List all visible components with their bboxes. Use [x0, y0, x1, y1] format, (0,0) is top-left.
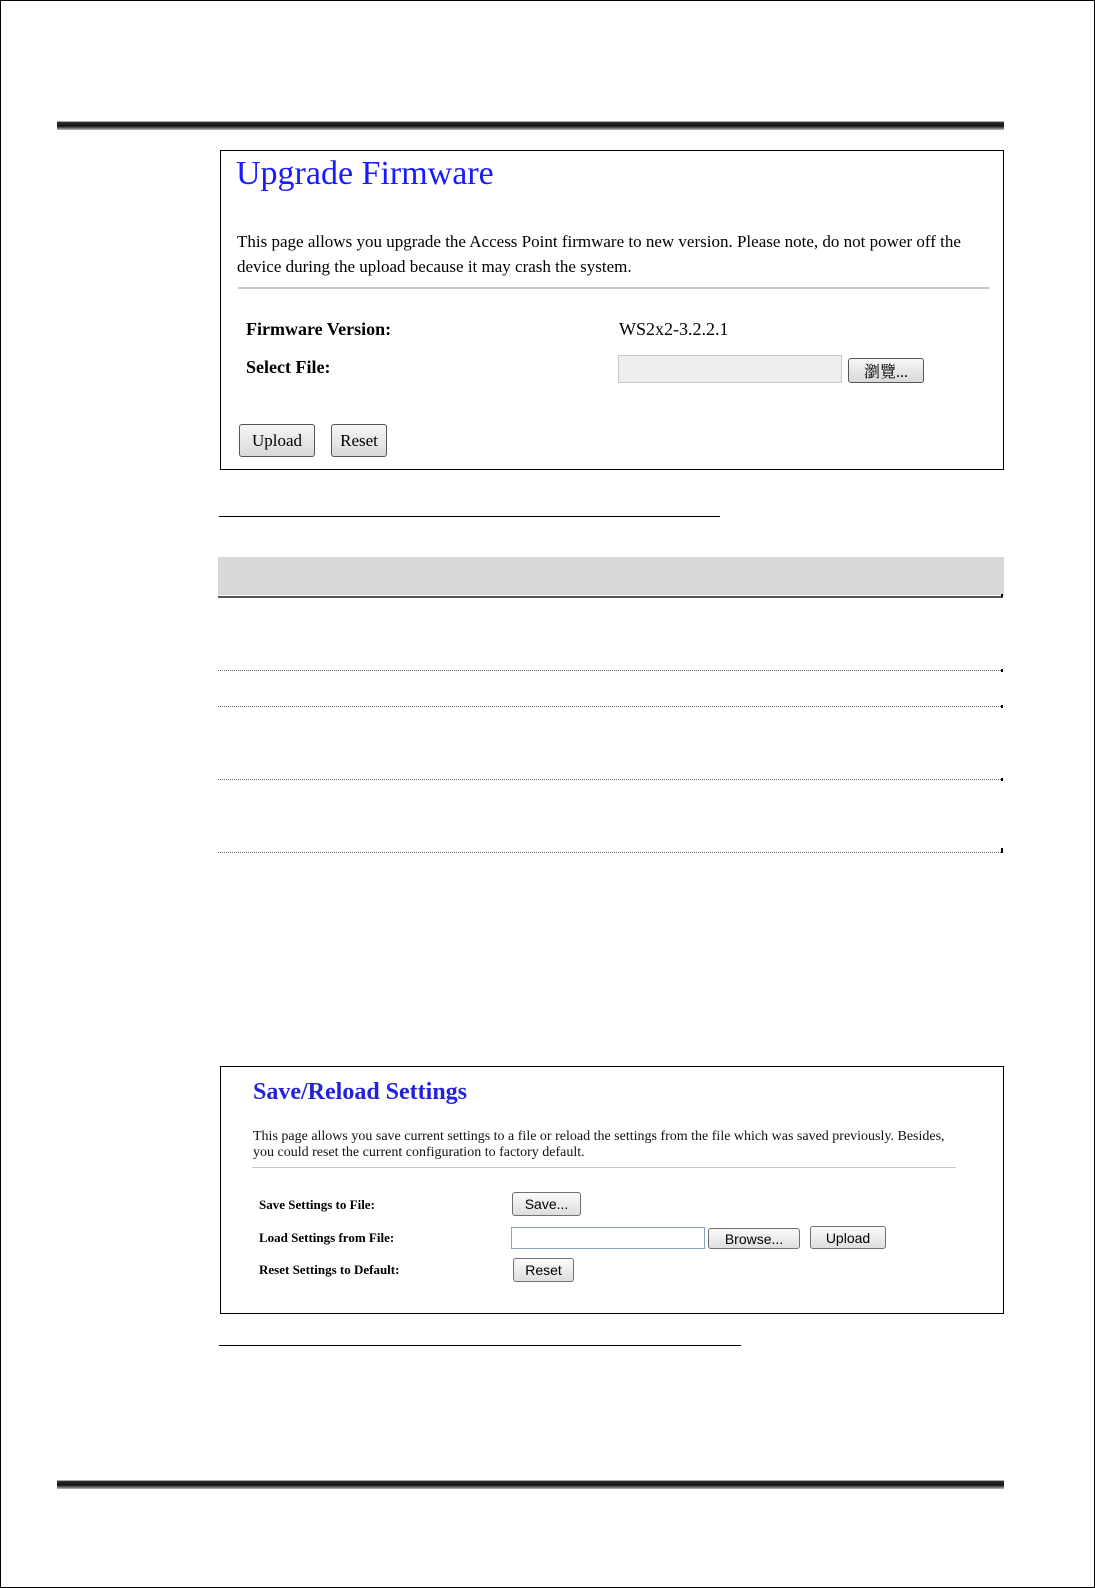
table-row-divider [218, 779, 1003, 780]
caption-underline [219, 516, 720, 517]
page-description: This page allows you upgrade the Access Point firmware to new version. Please note, do not power off the device during the upload because it may crash the system. [237, 232, 961, 276]
divider [252, 1167, 956, 1168]
footer-rule [57, 1480, 1004, 1489]
reset-settings-label: Reset Settings to Default: [259, 1262, 400, 1277]
browse-button[interactable]: 瀏覽... [848, 358, 924, 383]
reset-button[interactable]: Reset [331, 424, 387, 457]
load-settings-label: Load Settings from File: [259, 1230, 395, 1245]
page-title: Save/Reload Settings [253, 1079, 468, 1105]
table-row-divider [218, 852, 1003, 853]
table-header [218, 557, 1004, 595]
firmware-version-label: Firmware Version: [246, 319, 392, 339]
save-button[interactable]: Save... [512, 1192, 581, 1216]
table-tick [1001, 594, 1003, 597]
header-rule [57, 121, 1004, 130]
table-tick [1001, 669, 1003, 672]
upload-button[interactable]: Upload [239, 424, 315, 457]
table-tick [1001, 848, 1003, 853]
table-tick [1001, 778, 1003, 781]
reset-button[interactable]: Reset [513, 1258, 574, 1282]
select-file-input[interactable] [618, 355, 842, 383]
table-row-divider [218, 670, 1003, 671]
page-title: Upgrade Firmware [236, 155, 494, 192]
table-tick [1001, 705, 1003, 708]
upload-button[interactable]: Upload [810, 1226, 886, 1249]
browse-button[interactable]: Browse... [708, 1228, 800, 1249]
caption-underline [219, 1345, 741, 1346]
page-description: This page allows you save current settings to a file or reload the settings from the file which was saved previously. Besides, you could reset the current configuration to factory default. [253, 1129, 945, 1160]
divider [238, 287, 989, 289]
table-header-rule [218, 596, 1003, 598]
load-file-input[interactable] [511, 1227, 705, 1249]
save-reload-panel [220, 1066, 1004, 1314]
upgrade-firmware-panel [220, 150, 1004, 470]
firmware-version-value: WS2x2-3.2.2.1 [619, 319, 729, 339]
select-file-label: Select File: [246, 357, 331, 377]
table-row-divider [218, 706, 1003, 707]
save-settings-label: Save Settings to File: [259, 1197, 375, 1212]
